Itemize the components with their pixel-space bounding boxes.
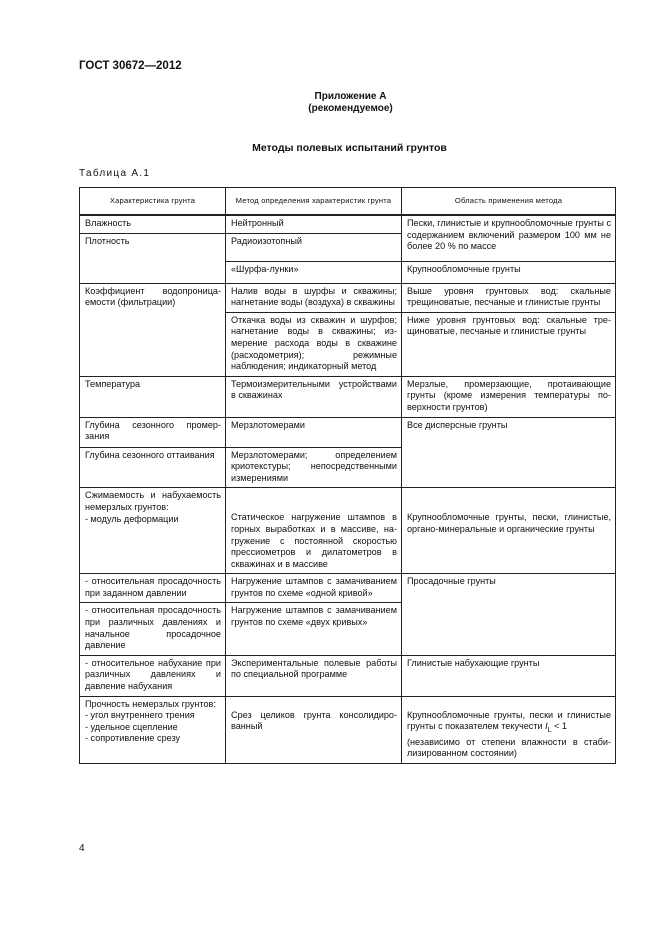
cell-application: Все дисперсные грунты (402, 417, 616, 488)
liquidity-index-subscript: L (547, 727, 552, 735)
cell-method: Нагружение штампов с замачиванием грунтов по схеме «одной кривой» (226, 574, 402, 603)
strength-application-note: (независимо от степени влажности в стабилизированном состоянии) (407, 736, 611, 759)
standard-header: ГОСТ 30672—2012 (79, 60, 182, 72)
cell-method: Термоизмерительными устройствами в скважинах (226, 376, 402, 417)
cell-application: Крупнообломочные грунты (402, 262, 616, 284)
cell-method: «Шурфа-лунки» (226, 262, 402, 284)
static-loading-method: Статическое нагружение штампов в горных выработках и в массиве, нагружение с постоянной скоростью прессиометров и дилатометров в скважинах и в массиве (231, 512, 397, 569)
table-row (80, 417, 616, 447)
cell-method: Экспериментальные полевые работы по специальной программе (226, 655, 402, 696)
cell-characteristic: Глубина сезонного промерзания (80, 417, 226, 447)
cell-characteristic (80, 488, 226, 574)
header-characteristic: Характеристика грунта (80, 188, 226, 216)
cell-application (402, 696, 616, 763)
appendix-status: (рекомендуемое) (308, 103, 393, 114)
table-row (80, 655, 616, 696)
cell-application: Мерзлые, промерзающие, протаивающие грунты (кроме измерения температуры поверхности грунтов) (402, 376, 616, 417)
cell-method (226, 488, 402, 574)
cell-characteristic (80, 696, 226, 763)
cell-characteristic: - относительная просадочность при заданном давлении (80, 574, 226, 603)
coarse-sand-application: Крупнообломочные грунты, пески, глинистые, органо-минеральные и органические грунты (407, 512, 611, 534)
cell-application: Ниже уровня грунтовых вод: скальные трещиноватые, песчаные и глинистые грунты (402, 312, 616, 376)
page-number: 4 (79, 843, 85, 854)
cell-application: Пески, глинистые и крупнообломочные грунты с содержанием включений размером 100 мм не более 20 % по массе (402, 215, 616, 262)
table-caption: Таблица А.1 (79, 168, 151, 179)
cell-application (402, 488, 616, 574)
cohesion: - удельное сцепление (85, 721, 178, 732)
cell-method: Нагружение штампов с замачиванием грунтов по схеме «двух кривых» (226, 603, 402, 655)
cell-characteristic: Температура (80, 376, 226, 417)
header-method: Метод определения характеристик грунта (226, 188, 402, 216)
table-row (80, 376, 616, 417)
cell-characteristic: Плотность (80, 233, 226, 283)
friction-angle: - угол внутреннего трения (85, 710, 195, 721)
cell-method (226, 696, 402, 763)
cell-method: Мерзлотомерами (226, 417, 402, 447)
strength-application: Крупнообломочные грунты, пески и глинистые грунты с показателем текучести (407, 709, 611, 732)
cell-application: Выше уровня грунтовых вод: скальные трещиноватые, песчаные и глинистые грунты (402, 283, 616, 312)
document-title: Методы полевых испытаний грунтов (252, 142, 447, 154)
cell-application: Глинистые набухающие грунты (402, 655, 616, 696)
liquidity-index-symbol: I (545, 721, 548, 732)
table-header-row (80, 188, 616, 216)
shear-method: Срез целиков грунта консолидированный (231, 709, 397, 732)
table-row (80, 696, 616, 763)
appendix-heading (0, 91, 661, 115)
cell-characteristic: Глубина сезонного оттаивания (80, 447, 226, 488)
methods-table (79, 187, 616, 764)
cell-method: Откачка воды из скважин и шурфов; нагнетание воды в скважины; измерение расхода воды в скважине (расходометрия); режимные наблюдения; индикаторный метод (226, 312, 402, 376)
deformation-modulus: - модуль деформации (85, 513, 179, 524)
header-application: Область применения метода (402, 188, 616, 216)
table-row (80, 574, 616, 603)
cell-method: Мерзлотомерами; определением криотекстуры; непосредственными измерениями (226, 447, 402, 488)
cell-method: Налив воды в шурфы и скважины; нагнетание воды (воздуха) в скважины (226, 283, 402, 312)
table-row (80, 283, 616, 312)
cell-characteristic: Влажность (80, 215, 226, 233)
cell-method: Нейтронный (226, 215, 402, 233)
compressibility-heading: Сжимаемость и набухаемость немерзлых грунтов: (85, 490, 221, 512)
strength-heading: Прочность немерзлых грунтов: (85, 698, 216, 709)
cell-characteristic: - относительная просадочность при различных давлениях и начальное просадочное давление (80, 603, 226, 655)
appendix-title: Приложение А (314, 91, 387, 102)
cell-method: Радиоизотопный (226, 233, 402, 261)
cell-application: Просадочные грунты (402, 574, 616, 656)
liquidity-index-bound: < 1 (551, 721, 567, 732)
table-row (80, 488, 616, 574)
shear-resistance: - сопротивление срезу (85, 733, 181, 744)
cell-characteristic: Коэффициент водопроницаемости (фильтрации) (80, 283, 226, 376)
cell-characteristic: - относительное набухание при различных давлениях и давление набухания (80, 655, 226, 696)
table-row (80, 215, 616, 233)
